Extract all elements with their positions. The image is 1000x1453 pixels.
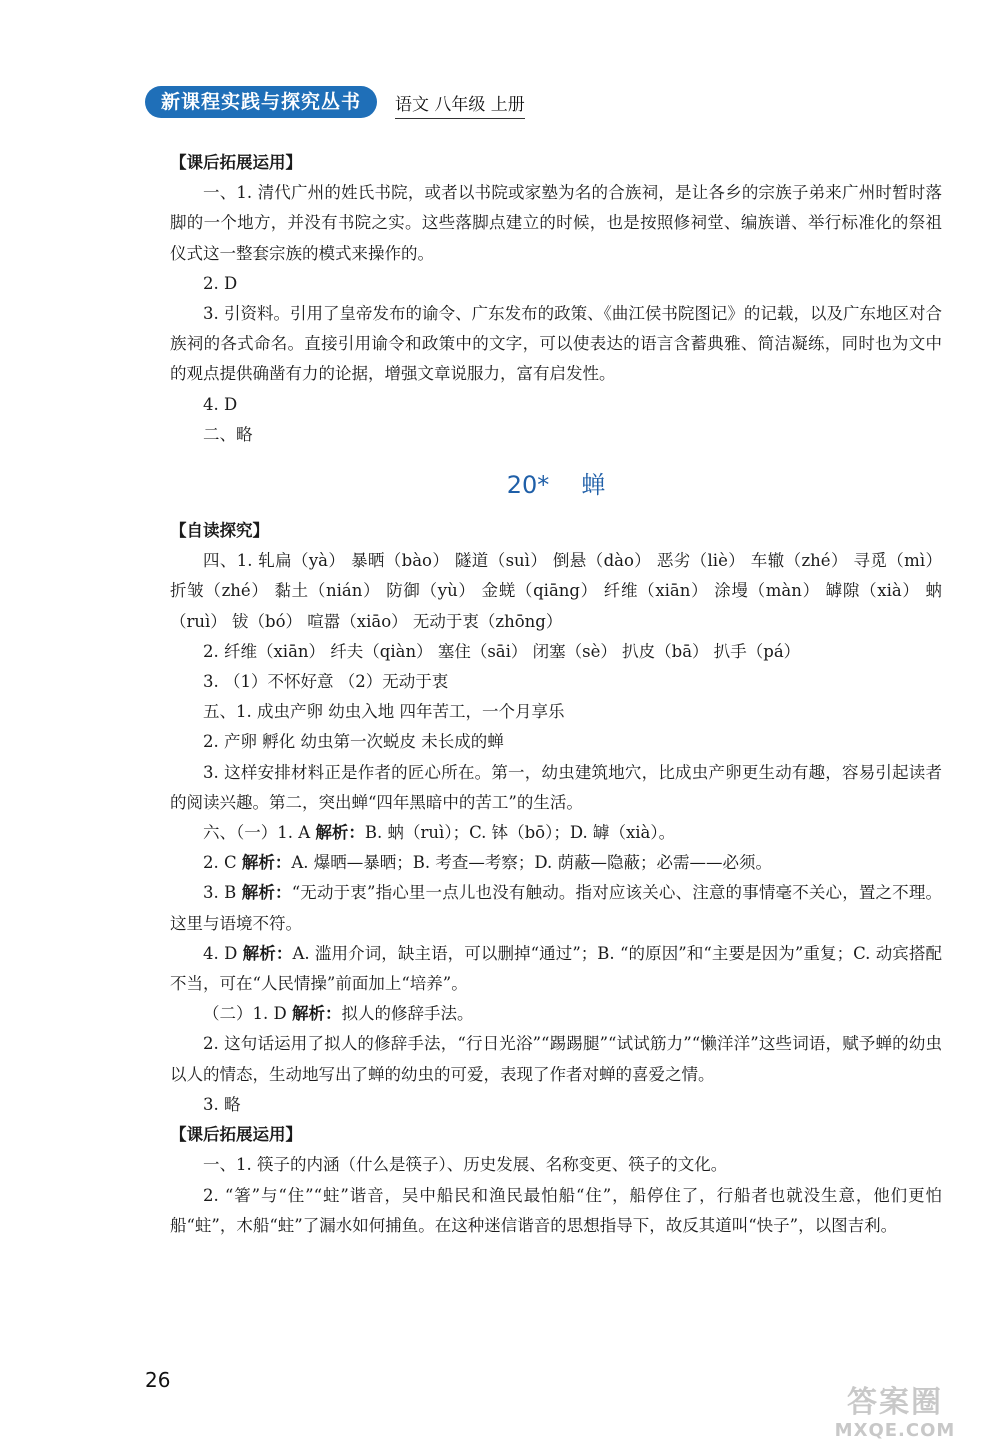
answer-paragraph: 二、略 bbox=[203, 424, 253, 444]
analysis-text: B. 蚋（ruì）；C. 钵（bō）；D. 罅（xià）。 bbox=[364, 823, 676, 843]
answer-paragraph: 2. 纤维（xiān） 纤夫（qiàn） 塞住（sāi） 闭塞（sè） 扒皮（bā） 扒手（pá） bbox=[203, 641, 801, 661]
answer-paragraph: 4. D bbox=[203, 394, 238, 414]
answer-key: 3. B bbox=[203, 883, 242, 903]
answer-paragraph: 2. 这句话运用了拟人的修辞手法，“行日光浴”“踢踢腿”“试试筋力”“懒洋洋”这些词语，赋予蝉的幼虫以人的情态，生动地写出了蝉的幼虫的可爱，表现了作者对蝉的喜爱之情。 bbox=[170, 1034, 942, 1084]
analysis-label: 解析： bbox=[241, 853, 292, 873]
subject-label: 语文 八年级 上册 bbox=[395, 90, 525, 119]
answer-paragraph: 四、1. 轧扁（yà） 暴晒（bào） 隧道（suì） 倒悬（dào） 恶劣（liè） 车辙（zhé） 寻觅（mì） 折皱（zhé） 黏土（nián） 防御（yù） 金蜣（qiāng） 纤维（xiān） 涂墁（màn） 罅隙（xià） 蚋（ruì） 钹（bó） 喧嚣（xiāo） 无动于衷（zhōng） bbox=[170, 551, 942, 631]
answer-paragraph: 五、1. 成虫产卵 幼虫入地 四年苦工，一个月享乐 bbox=[203, 702, 565, 722]
answer-paragraph: 3. 这样安排材料正是作者的匠心所在。第一，幼虫建筑地穴，比成虫产卵更生动有趣，容易引起读者的阅读兴趣。第二，突出蝉“四年黑暗中的苦工”的生活。 bbox=[170, 762, 942, 812]
analysis-paragraph bbox=[170, 939, 942, 999]
section-heading: 【课后拓展运用】 bbox=[170, 1125, 302, 1145]
series-badge: 新课程实践与探究丛书 bbox=[145, 86, 377, 118]
answer-paragraph: 3. （1）不怀好意 （2）无动于衷 bbox=[203, 672, 449, 692]
answer-key: 4. D bbox=[203, 943, 243, 963]
answer-paragraph: 2. D bbox=[203, 273, 238, 293]
answer-key: 六、（一）1. A bbox=[203, 823, 316, 843]
analysis-label: 解析： bbox=[241, 883, 292, 903]
lesson-name: 蝉 bbox=[581, 471, 606, 500]
section-heading: 【课后拓展运用】 bbox=[170, 153, 302, 172]
analysis-label: 解析： bbox=[242, 943, 293, 963]
analysis-paragraph bbox=[170, 818, 942, 848]
analysis-text: “无动于衷”指心里一点儿也没有触动。指对应该关心、注意的事情毫不关心，置之不理。这里与语境不符。 bbox=[170, 883, 943, 933]
analysis-text: A. 滥用介词，缺主语，可以删掉“通过”；B. “的原因”和“主要是因为”重复；C. 动宾搭配不当，可在“人民情操”前面加上“培养”。 bbox=[170, 943, 942, 994]
analysis-label: 解析： bbox=[291, 1004, 342, 1024]
analysis-paragraph bbox=[170, 878, 942, 938]
lesson-number: 20* bbox=[506, 471, 550, 500]
analysis-text: A. 爆晒—暴晒；B. 考查—考察；D. 荫蔽—隐蔽；必需——必须。 bbox=[291, 853, 773, 873]
watermark-text: 答案圈 bbox=[847, 1385, 943, 1420]
analysis-paragraph bbox=[170, 848, 942, 878]
page-number: 26 bbox=[145, 1368, 171, 1392]
section-heading: 【自读探究】 bbox=[170, 521, 269, 541]
answer-paragraph: 3. 略 bbox=[203, 1094, 241, 1114]
answer-paragraph: 2. 产卵 孵化 幼虫第一次蜕皮 未长成的蝉 bbox=[203, 732, 504, 752]
answer-paragraph: 一、1. 清代广州的姓氏书院，或者以书院或家塾为名的合族祠，是让各乡的宗族子弟来广州时暂时落脚的一个地方，并没有书院之实。这些落脚点建立的时候，也是按照修祠堂、编族谱、举行标准化的祭祖仪式这一整套宗族的模式来操作的。 bbox=[170, 183, 942, 263]
watermark-url: MXQE.COM bbox=[834, 1420, 956, 1441]
answer-paragraph: 2. “箸”与“住”“蛀”谐音，吴中船民和渔民最怕船“住”，船停住了，行船者也就没生意，他们更怕船“蛀”，木船“蛀”了漏水如何捕鱼。在这种迷信谐音的思想指导下，故反其道叫“快子”，以图吉利。 bbox=[170, 1185, 942, 1235]
answer-key: （二）1. D bbox=[203, 1004, 292, 1024]
page-content bbox=[170, 148, 942, 1241]
answer-paragraph: 3. 引资料。引用了皇帝发布的谕令、广东发布的政策、《曲江侯书院图记》的记载，以及广东地区对合族祠的各式命名。直接引用谕令和政策中的文字，可以使表达的语言含蓄典雅、简洁凝练，同时也为文中的观点提供确凿有力的论据，增强文章说服力，富有启发性。 bbox=[170, 304, 942, 384]
analysis-label: 解析： bbox=[315, 823, 365, 843]
answer-paragraph: 一、1. 筷子的内涵（什么是筷子）、历史发展、名称变更、筷子的文化。 bbox=[203, 1155, 728, 1175]
analysis-paragraph bbox=[170, 999, 942, 1029]
answer-key: 2. C bbox=[203, 853, 242, 873]
lesson-title bbox=[170, 468, 942, 502]
watermark-logo bbox=[800, 1385, 990, 1445]
page-header bbox=[145, 86, 965, 120]
analysis-text: 拟人的修辞手法。 bbox=[341, 1004, 474, 1024]
